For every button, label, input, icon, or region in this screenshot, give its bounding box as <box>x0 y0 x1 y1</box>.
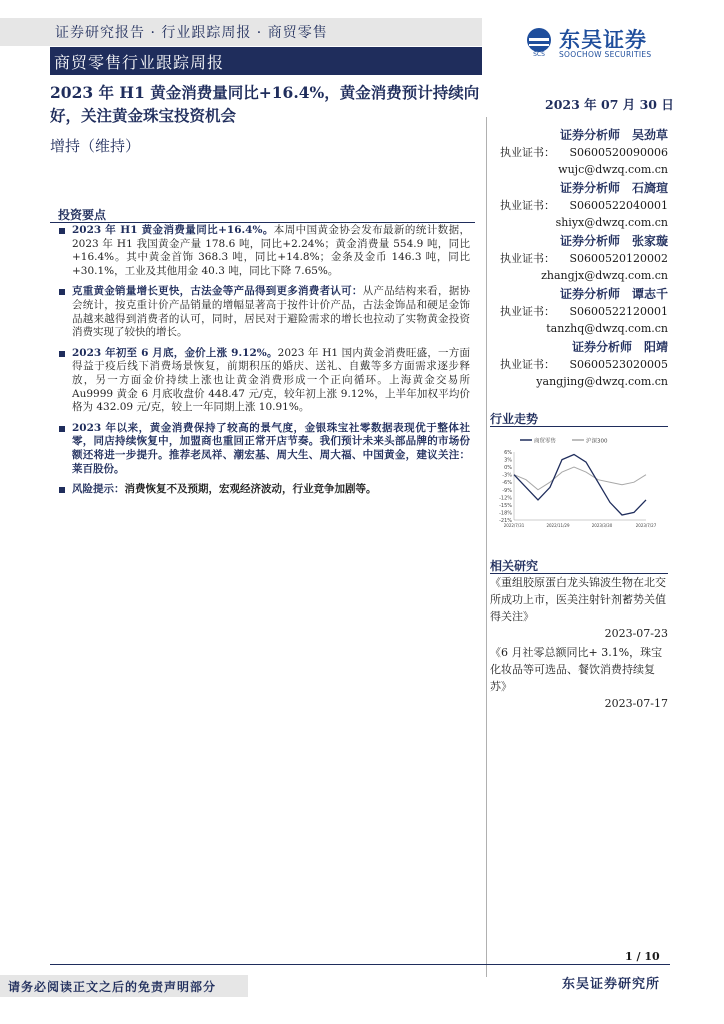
related-item-title[interactable]: 《6 月社零总额同比+ 3.1%，珠宝化妆品等可选品、餐饮消费持续复苏》 <box>490 646 663 693</box>
svg-text:SCS: SCS <box>533 51 545 58</box>
section-title: 商贸零售行业跟踪周报 <box>54 53 225 72</box>
analyst-list <box>500 127 668 392</box>
chart-rule <box>490 426 668 427</box>
y-tick-label: -21% <box>499 518 512 524</box>
footer-rule <box>50 964 670 965</box>
cert-label: 执业证书： <box>500 305 555 318</box>
analyst-cert <box>500 197 668 214</box>
cert-number: S0600520090006 <box>569 146 668 159</box>
section-title-bar <box>50 47 482 75</box>
institute-name: 东吴证券研究所 <box>562 977 661 992</box>
analyst-cert <box>500 250 668 267</box>
cert-number: S0600522120001 <box>569 305 668 318</box>
y-tick-label: -18% <box>499 510 512 517</box>
investment-bullet <box>58 483 470 497</box>
bullet-highlight: 2023 年初至 6 月底，金价上涨 9.12%。 <box>72 346 278 359</box>
series-line-retail <box>514 455 646 516</box>
report-headline: 2023 年 H1 黄金消费量同比+16.4%，黄金消费预计持续向好，关注黄金珠宝投资机会 <box>50 83 480 125</box>
cert-number: S0600523020005 <box>569 358 668 371</box>
related-label: 相关研究 <box>490 559 539 573</box>
analyst-name: 证券分析师 张家璇 <box>559 234 668 248</box>
investment-bullet <box>58 347 470 415</box>
bullet-highlight: 风险提示： <box>72 483 125 496</box>
analyst-entry <box>500 127 668 178</box>
analyst-entry <box>500 180 668 231</box>
logo-mark-icon <box>523 26 555 58</box>
investment-bullet <box>58 422 470 476</box>
analyst-name: 证券分析师 吴劲草 <box>559 128 668 142</box>
x-tick-label: 2023/7/27 <box>635 523 657 528</box>
related-item-date: 2023-07-23 <box>604 627 668 640</box>
analyst-entry <box>500 286 668 337</box>
y-tick-label: -9% <box>502 487 512 494</box>
y-tick-label: 3% <box>504 457 512 464</box>
investment-rule <box>50 222 475 223</box>
series-line-hs300 <box>514 467 646 490</box>
y-tick-label: 0% <box>504 465 512 472</box>
y-tick-label: -6% <box>502 480 512 487</box>
bullet-body: 本周中国黄金协会发布最新的统计数据，2023 年 H1 我国黄金产量 178.6 吨，同比+2.24%；黄金消费量 554.9 吨，同比+16.4%。其中黄金首饰 368.3 吨，同比+14.8%；金条及金币 146.3 吨，同比+30.1%，工业及其他用金 40.3 吨，同比下降 7.65%。 <box>72 224 471 277</box>
cert-label: 执业证书： <box>500 252 555 265</box>
logo-text-en: SOOCHOW SECURITIES <box>559 50 652 59</box>
analyst-entry <box>500 339 668 390</box>
disclaimer-text: 请务必阅读正文之后的免责声明部分 <box>8 980 217 994</box>
page-number: 1 / 10 <box>625 950 660 963</box>
legend-label: 商贸零售 <box>534 438 557 445</box>
bullet-highlight: 2023 年以来，黄金消费保持了较高的景气度，金银珠宝社零数据表现优于整体社零，同店持续恢复中，加盟商也重回正常开店节奏。我们预计未来头部品牌的市场份额还将进一步提升。推荐老凤祥、潮宏基、周大生、周大福、中国黄金，建议关注：莱百股份。 <box>72 421 470 475</box>
rating: 增持（维持） <box>50 137 141 155</box>
legend-label: 沪深300 <box>586 438 608 445</box>
cert-number: S0600520120002 <box>569 252 668 265</box>
cert-label: 执业证书： <box>500 358 555 371</box>
analyst-cert <box>500 356 668 373</box>
analyst-email[interactable]: shiyx@dwzq.com.cn <box>555 216 668 229</box>
x-tick-label: 2022/11/29 <box>546 523 570 528</box>
related-item-date: 2023-07-17 <box>604 697 668 710</box>
logo-text-cn: 东吴证券 <box>559 28 647 52</box>
bullet-body: 2023 年 H1 国内黄金消费旺盛，一方面得益于疫后线下消费场景恢复，前期积压的婚庆、送礼、自戴等多方面需求逐步释放，另一方面金价持续上涨也让黄金消费形成一个正向循环。上海黄金交易所 Au9999 黄金 6 月底收盘价 448.47 元/克，较年初上涨 9.12%，上半年加权平均价格为 432.09 元/克，较上一年同期上涨 10.91%。 <box>72 346 470 414</box>
analyst-email[interactable]: tanzhq@dwzq.com.cn <box>546 322 668 335</box>
analyst-cert <box>500 303 668 320</box>
x-tick-label: 2022/7/31 <box>503 523 525 528</box>
bullet-body: 消费恢复不及预期，宏观经济波动，行业竞争加剧等。 <box>124 483 377 496</box>
cert-label: 执业证书： <box>500 199 555 212</box>
analyst-entry <box>500 233 668 284</box>
analyst-name: 证券分析师 阳靖 <box>571 340 668 354</box>
breadcrumb-bar <box>0 18 482 46</box>
analyst-name: 证券分析师 谭志千 <box>559 287 668 301</box>
related-research-list <box>490 574 668 714</box>
analyst-cert <box>500 144 668 161</box>
company-logo <box>523 24 673 64</box>
industry-trend-chart <box>490 430 657 530</box>
investment-bullet <box>58 285 470 339</box>
analyst-name: 证券分析师 石旖瑄 <box>559 181 668 195</box>
breadcrumb: 证券研究报告 · 行业跟踪周报 · 商贸零售 <box>55 25 328 41</box>
y-tick-label: -15% <box>499 502 512 509</box>
y-tick-label: -12% <box>499 495 512 502</box>
investment-bullet <box>58 224 470 278</box>
bullet-highlight: 克重黄金销量增长更快，古法金等产品得到更多消费者认可： <box>72 285 363 298</box>
investment-label: 投资要点 <box>58 208 107 222</box>
related-item-title[interactable]: 《重组胶原蛋白龙头锦波生物在北交所成功上市，医美注射针剂蓄势关值得关注》 <box>490 576 666 623</box>
disclaimer-bar <box>0 975 248 997</box>
y-tick-label: 6% <box>504 450 512 456</box>
y-tick-label: -3% <box>502 472 512 479</box>
sidebar-divider <box>486 117 487 977</box>
bullet-highlight: 2023 年 H1 黄金消费量同比+16.4%。 <box>72 224 274 236</box>
analyst-email[interactable]: wujc@dwzq.com.cn <box>558 163 668 176</box>
chart-label: 行业走势 <box>490 412 539 426</box>
cert-number: S0600522040001 <box>569 199 668 212</box>
analyst-email[interactable]: yangjing@dwzq.com.cn <box>536 375 668 388</box>
analyst-email[interactable]: zhangjx@dwzq.com.cn <box>541 269 668 282</box>
report-date: 2023 年 07 月 30 日 <box>545 97 674 112</box>
investment-bullets <box>58 224 470 504</box>
cert-label: 执业证书： <box>500 146 555 159</box>
bullet-body: 从产品结构来看，据协会统计，按克重计价产品销量的增幅显著高于按件计价产品，古法金饰品和硬足金饰品越来越得到消费者的认可，同时，居民对于避险需求的增长也拉动了实物黄金投资消费实现了较快的增长。 <box>72 285 470 339</box>
x-tick-label: 2023/3/30 <box>591 523 613 528</box>
